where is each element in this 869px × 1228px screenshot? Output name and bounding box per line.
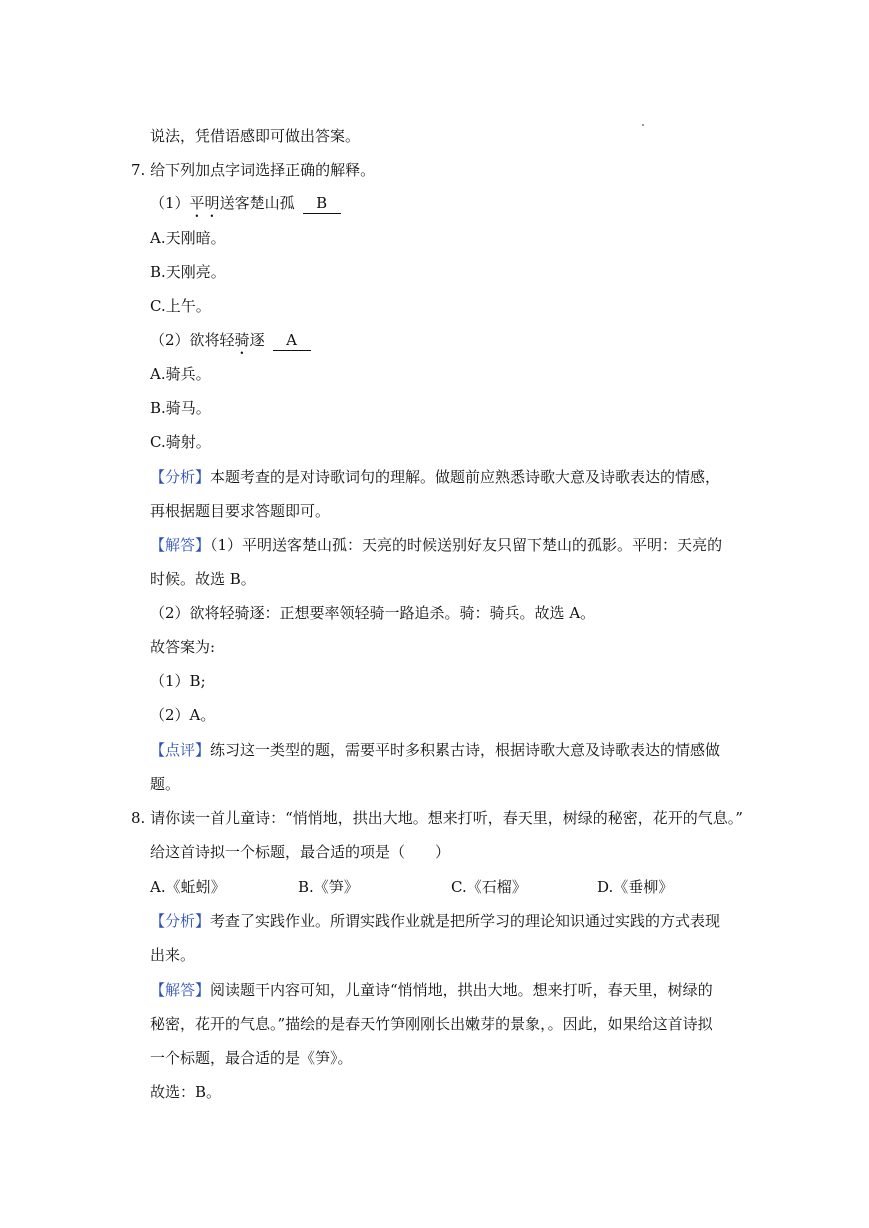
q7-sub2-answer-blank: A <box>273 330 311 351</box>
q7-solution-line5: （1）B; <box>150 672 206 690</box>
q8-analysis-tag: 【分析】 <box>150 912 211 930</box>
q8-analysis-line2: 出来。 <box>150 946 196 964</box>
q7-sub2-prefix: （2）欲将轻 <box>150 331 235 349</box>
q8-solution-text1: 阅读题干内容可知，儿童诗“悄悄地，拱出大地。想来打听，春天里，树绿的 <box>210 981 713 999</box>
q7-solution-line6: （2）A。 <box>150 706 216 724</box>
q8-option-a: A.《蚯蚓》 <box>150 878 226 896</box>
q7-sub1-option-c: C.上午。 <box>150 297 211 315</box>
q8-analysis-text1: 考查了实践作业。所谓实践作业就是把所学习的理论知识通过实践的方式表现 <box>210 912 721 930</box>
q7-sub1-rest: 送客楚山孤 <box>219 194 295 212</box>
q7-solution-line4: 故答案为: <box>150 638 216 656</box>
q7-solution-line2: 时候。故选 B。 <box>150 570 256 588</box>
stray-dot <box>642 124 644 126</box>
q7-comment-text1: 练习这一类型的题，需要平时多积累古诗，根据诗歌大意及诗歌表达的情感做 <box>210 741 721 759</box>
q8-option-d: D.《垂柳》 <box>597 878 674 896</box>
q7-stem-line <box>131 160 375 180</box>
q7-analysis-line1 <box>150 467 720 487</box>
q7-comment-tag: 【点评】 <box>150 741 211 759</box>
q7-sub1-dotted-word: 平明 <box>189 194 220 212</box>
q8-option-c: C.《石榴》 <box>451 878 527 896</box>
q7-sub1-answer-blank: B <box>303 193 341 214</box>
carry-over-text: 说法，凭借语感即可做出答案。 <box>150 127 361 145</box>
q8-stem-line1 <box>131 808 743 828</box>
q7-analysis-line2: 再根据题目要求答题即可。 <box>150 502 331 520</box>
q8-solution-line1 <box>150 980 713 1000</box>
q8-stem1: 请你读一首儿童诗：“悄悄地，拱出大地。想来打听，春天里，树绿的秘密，花开的气息。” <box>150 809 743 827</box>
q7-sub2-option-c: C.骑射。 <box>150 433 211 451</box>
q8-stem-line2: 给这首诗拟一个标题，最合适的项是（ ） <box>150 843 451 861</box>
q7-analysis-text1: 本题考查的是对诗歌词句的理解。做题前应熟悉诗歌大意及诗歌表达的情感， <box>210 468 721 486</box>
q8-solution-tag: 【解答】 <box>150 981 211 999</box>
q8-analysis-line1 <box>150 911 720 931</box>
q7-number: 7. <box>131 161 146 179</box>
q8-number: 8. <box>131 809 146 827</box>
q7-comment-line1 <box>150 740 720 760</box>
q7-sub1-prefix: （1） <box>150 194 190 212</box>
q8-solution-line4: 故选：B。 <box>150 1083 222 1101</box>
q7-solution-line1 <box>150 535 722 555</box>
q7-sub2-option-a: A.骑兵。 <box>150 365 211 383</box>
q7-sub2-dotted-word: 骑 <box>234 331 250 349</box>
q7-sub1-option-a: A.天刚暗。 <box>150 229 226 247</box>
q7-sub2-option-b: B.骑马。 <box>150 399 211 417</box>
q8-solution-line2: 秘密，花开的气息。”描绘的是春天竹笋刚刚长出嫩芽的景象，。因此，如果给这首诗拟 <box>150 1015 713 1033</box>
q7-solution-text1: （1）平明送客楚山孤：天亮的时候送别好友只留下楚山的孤影。平明：天亮的 <box>210 536 723 554</box>
q7-solution-line3: （2）欲将轻骑逐：正想要率领轻骑一路追杀。骑：骑兵。故选 A。 <box>150 604 596 622</box>
q7-analysis-tag: 【分析】 <box>150 468 211 486</box>
q7-solution-tag: 【解答】 <box>150 536 211 554</box>
q8-option-b: B.《笋》 <box>298 878 359 896</box>
q7-comment-line2: 题。 <box>150 775 181 793</box>
q7-sub2 <box>150 330 311 358</box>
q7-sub2-rest: 逐 <box>249 331 265 349</box>
q7-sub1 <box>150 193 341 221</box>
q8-solution-line3: 一个标题，最合适的是《笋》。 <box>150 1049 353 1067</box>
q7-sub1-option-b: B.天刚亮。 <box>150 263 226 281</box>
q7-stem: 给下列加点字词选择正确的解释。 <box>150 161 376 179</box>
